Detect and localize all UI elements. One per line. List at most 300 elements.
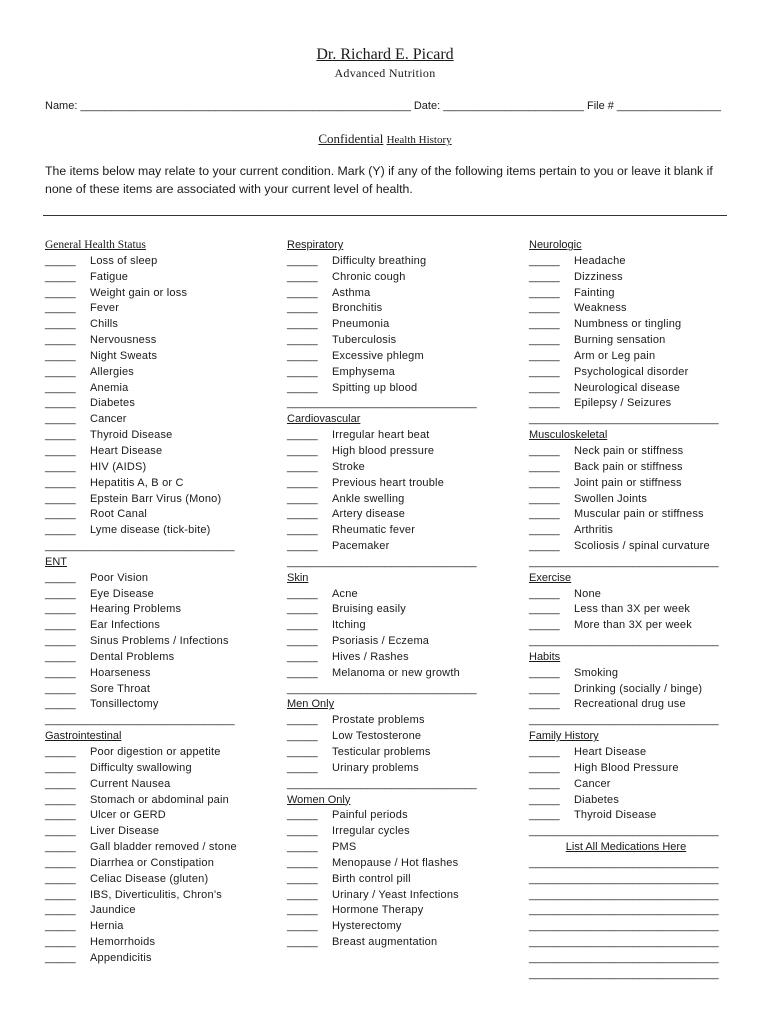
separator-line: [287, 396, 517, 412]
answer-blank[interactable]: _____: [529, 349, 560, 362]
checklist-item: [45, 507, 275, 523]
separator-line: [529, 967, 759, 983]
section-header-label: Musculoskeletal: [529, 429, 608, 442]
answer-blank[interactable]: _____: [529, 524, 560, 537]
answer-blank[interactable]: _____: [529, 540, 560, 553]
answer-blank[interactable]: _____: [287, 476, 318, 489]
checklist-item: [45, 602, 275, 618]
checklist-item: [45, 571, 275, 587]
answer-blank[interactable]: _____: [529, 381, 560, 394]
checklist-item-label: Joint pain or stiffness: [574, 476, 682, 489]
section-header: [529, 571, 759, 587]
writing-line[interactable]: _______________________________: [287, 777, 477, 790]
checklist-item-label: Irregular cycles: [332, 825, 410, 838]
answer-blank[interactable]: _____: [287, 841, 318, 854]
checklist-item: [287, 634, 517, 650]
writing-line[interactable]: _______________________________: [529, 904, 719, 917]
checklist-item: [287, 460, 517, 476]
checklist-item-label: Poor digestion or appetite: [90, 746, 221, 758]
answer-blank[interactable]: _____: [45, 318, 76, 331]
writing-line[interactable]: _______________________________: [529, 714, 719, 727]
answer-blank[interactable]: _____: [529, 587, 560, 600]
answer-blank[interactable]: _____: [529, 460, 560, 473]
checklist-item: [287, 888, 517, 904]
checklist-item: [287, 729, 517, 745]
section-header-label: Men Only: [287, 698, 335, 711]
separator-line: [529, 824, 759, 840]
answer-blank[interactable]: _____: [45, 460, 76, 473]
checklist-item-label: Birth control pill: [332, 872, 411, 885]
answer-blank[interactable]: _____: [287, 540, 318, 553]
checklist-item-label: Fatigue: [90, 270, 129, 283]
checklist-item-label: Appendicitis: [90, 951, 152, 964]
checklist-item-label: Eye Disease: [90, 587, 154, 600]
checklist-item: [529, 349, 759, 365]
checklist-item: [45, 349, 275, 365]
answer-blank[interactable]: _____: [529, 793, 560, 806]
answer-blank[interactable]: _____: [287, 365, 318, 378]
writing-line[interactable]: _______________________________: [45, 540, 235, 553]
checklist-item: [287, 476, 517, 492]
checklist-item: [45, 808, 275, 824]
section-header-label: Neurologic: [529, 239, 582, 251]
writing-line[interactable]: _______________________________: [529, 825, 719, 838]
checklist-item: [287, 872, 517, 888]
answer-blank[interactable]: _____: [287, 730, 318, 743]
answer-blank[interactable]: _____: [529, 270, 560, 283]
checklist-item-label: Artery disease: [332, 508, 406, 521]
answer-blank[interactable]: _____: [45, 825, 76, 838]
answer-blank[interactable]: _____: [45, 587, 76, 600]
column-left: [45, 238, 275, 967]
answer-blank[interactable]: _____: [45, 682, 76, 695]
answer-blank[interactable]: _____: [45, 429, 76, 442]
answer-blank[interactable]: _____: [529, 746, 560, 758]
checklist-item: [287, 602, 517, 618]
checklist-item: [45, 903, 275, 919]
separator-line: [529, 412, 759, 428]
answer-blank[interactable]: _____: [529, 476, 560, 489]
checklist-item-label: Hives / Rashes: [332, 650, 409, 663]
answer-blank[interactable]: _____: [529, 318, 560, 331]
section-header-label: Family History: [529, 730, 599, 743]
checklist-item-label: Spitting up blood: [332, 381, 418, 394]
checklist-item: [45, 697, 275, 713]
separator-line: [529, 872, 759, 888]
writing-line[interactable]: _______________________________: [529, 872, 719, 885]
section-heading-confidential: Confidential: [318, 131, 384, 146]
answer-blank[interactable]: _____: [45, 349, 76, 362]
answer-blank[interactable]: _____: [45, 476, 76, 489]
checklist-item: [45, 919, 275, 935]
checklist-item-label: Allergies: [90, 365, 134, 378]
answer-blank[interactable]: _____: [287, 650, 318, 663]
checklist-item: [529, 666, 759, 682]
writing-line[interactable]: _______________________________: [45, 714, 235, 727]
answer-blank[interactable]: _____: [287, 888, 318, 901]
checklist-item-label: Ankle swelling: [332, 492, 405, 505]
answer-blank[interactable]: _____: [287, 603, 318, 616]
separator-line: [529, 951, 759, 967]
answer-blank[interactable]: _____: [529, 302, 560, 315]
answer-blank[interactable]: _____: [287, 714, 318, 727]
checklist-item: [287, 539, 517, 555]
answer-blank[interactable]: _____: [529, 603, 560, 616]
answer-blank[interactable]: _____: [45, 444, 76, 457]
checklist-item-label: Neck pain or stiffness: [574, 444, 684, 457]
checklist-item: [529, 777, 759, 793]
section-heading-health-history: Health History: [386, 134, 452, 146]
answer-blank[interactable]: _____: [45, 904, 76, 917]
checklist-item: [45, 682, 275, 698]
checklist-item: [529, 761, 759, 777]
writing-line[interactable]: _______________________________: [287, 555, 477, 568]
checklist-item: [45, 650, 275, 666]
writing-line[interactable]: _______________________________: [529, 856, 719, 869]
checklist-item-label: Urinary problems: [332, 761, 419, 774]
checklist-item-label: None: [574, 587, 602, 600]
checklist-item-label: Excessive phlegm: [332, 349, 424, 362]
checklist-item: [45, 476, 275, 492]
checklist-item-label: Pneumonia: [332, 318, 390, 331]
answer-blank[interactable]: _____: [287, 904, 318, 917]
answer-blank[interactable]: _____: [45, 888, 76, 901]
section-header: [529, 729, 759, 745]
checklist-item: [529, 301, 759, 317]
answer-blank[interactable]: _____: [45, 856, 76, 869]
writing-line[interactable]: _______________________________: [529, 951, 719, 964]
answer-blank[interactable]: _____: [45, 635, 76, 648]
answer-blank[interactable]: _____: [529, 777, 560, 790]
checklist-item: [45, 587, 275, 603]
answer-blank[interactable]: _____: [287, 254, 318, 267]
checklist-item-label: Burning sensation: [574, 334, 666, 347]
answer-blank[interactable]: _____: [529, 492, 560, 505]
answer-blank[interactable]: _____: [529, 365, 560, 378]
checklist-item: [529, 523, 759, 539]
checklist-item-label: Drinking (socially / binge): [574, 682, 703, 695]
answer-blank[interactable]: _____: [529, 334, 560, 347]
answer-blank[interactable]: _____: [287, 508, 318, 521]
section-header-label: General Health Status: [45, 239, 146, 251]
section-header-label: List All Medications Here: [565, 841, 687, 854]
column-right: [529, 238, 759, 983]
checklist-item: [529, 602, 759, 618]
checklist-item-label: Prostate problems: [332, 714, 425, 727]
answer-blank[interactable]: _____: [45, 619, 76, 632]
answer-blank[interactable]: _____: [45, 650, 76, 663]
answer-blank[interactable]: _____: [287, 460, 318, 473]
checklist-item: [287, 808, 517, 824]
answer-blank[interactable]: _____: [45, 777, 76, 790]
intro-text: The items below may relate to your current condition. Mark (Y) if any of the following items pertain to you or leave it blank if none of these items are associated with your current level of health.: [45, 164, 713, 196]
writing-line[interactable]: _______________________________: [529, 635, 719, 648]
answer-blank[interactable]: _____: [287, 492, 318, 505]
section-header: [529, 238, 759, 254]
checklist-item-label: Fainting: [574, 286, 615, 299]
checklist-item-label: Arm or Leg pain: [574, 349, 656, 362]
checklist-item-label: Swollen Joints: [574, 492, 648, 505]
answer-blank[interactable]: _____: [287, 270, 318, 283]
checklist-item: [529, 317, 759, 333]
checklist-item-label: Emphysema: [332, 365, 395, 378]
answer-blank[interactable]: _____: [287, 872, 318, 885]
checklist-item: [45, 412, 275, 428]
checklist-item: [529, 333, 759, 349]
checklist-item: [529, 270, 759, 286]
answer-blank[interactable]: _____: [529, 666, 560, 679]
checklist-item: [529, 381, 759, 397]
checklist-item-label: Psoriasis / Eczema: [332, 635, 430, 648]
checklist-item: [45, 270, 275, 286]
answer-blank[interactable]: _____: [287, 381, 318, 394]
answer-blank[interactable]: _____: [45, 603, 76, 616]
checklist-item-label: Breast augmentation: [332, 936, 438, 949]
section-header: [529, 650, 759, 666]
checklist-item: [287, 444, 517, 460]
checklist-item: [45, 935, 275, 951]
writing-line[interactable]: _______________________________: [529, 967, 719, 980]
answer-blank[interactable]: _____: [45, 254, 76, 267]
checklist-item: [287, 824, 517, 840]
answer-blank[interactable]: _____: [287, 524, 318, 537]
checklist-item-label: Irregular heart beat: [332, 429, 430, 442]
answer-blank[interactable]: _____: [529, 809, 560, 822]
separator-line: [529, 919, 759, 935]
checklist-item: [287, 713, 517, 729]
checklist-item: [45, 492, 275, 508]
checklist-item: [45, 523, 275, 539]
answer-blank[interactable]: _____: [45, 746, 76, 758]
answer-blank[interactable]: _____: [45, 524, 76, 537]
answer-blank[interactable]: _____: [529, 761, 560, 774]
answer-blank[interactable]: _____: [45, 841, 76, 854]
answer-blank[interactable]: _____: [287, 920, 318, 933]
checklist-item: [45, 761, 275, 777]
checklist-item: [287, 856, 517, 872]
checklist-item-label: Loss of sleep: [90, 254, 158, 267]
checklist-item-label: Bronchitis: [332, 302, 383, 315]
checklist-item-label: Lyme disease (tick-bite): [90, 524, 211, 537]
separator-line: [529, 713, 759, 729]
answer-blank[interactable]: _____: [287, 666, 318, 679]
checklist-item-label: Cancer: [574, 777, 611, 790]
separator-line: [287, 555, 517, 571]
checklist-item: [529, 808, 759, 824]
checklist-item-label: Back pain or stiffness: [574, 460, 683, 473]
checklist-item: [529, 396, 759, 412]
answer-blank[interactable]: _____: [287, 429, 318, 442]
answer-blank[interactable]: _____: [45, 936, 76, 949]
answer-blank[interactable]: _____: [287, 302, 318, 315]
checklist-item: [45, 444, 275, 460]
answer-blank[interactable]: _____: [45, 270, 76, 283]
checklist-item: [287, 761, 517, 777]
separator-line: [287, 682, 517, 698]
answer-blank[interactable]: _____: [45, 508, 76, 521]
checklist-item: [45, 666, 275, 682]
writing-line[interactable]: _______________________________: [287, 397, 477, 410]
checklist-item-label: Thyroid Disease: [90, 429, 173, 442]
checklist-item-label: Diarrhea or Constipation: [90, 856, 215, 869]
checklist-item: [287, 618, 517, 634]
answer-blank[interactable]: _____: [529, 286, 560, 299]
checklist-item-label: Dizziness: [574, 270, 623, 283]
answer-blank[interactable]: _____: [45, 872, 76, 885]
section-header: [287, 697, 517, 713]
checklist-item-label: Hearing Problems: [90, 603, 182, 616]
checklist-item-label: Urinary / Yeast Infections: [332, 888, 459, 901]
checklist-item: [287, 286, 517, 302]
checklist-item: [287, 745, 517, 761]
answer-blank[interactable]: _____: [287, 349, 318, 362]
answer-blank[interactable]: _____: [529, 619, 560, 632]
checklist-item-label: Painful periods: [332, 809, 408, 822]
writing-line[interactable]: _______________________________: [529, 936, 719, 949]
answer-blank[interactable]: _____: [45, 492, 76, 505]
writing-line[interactable]: _______________________________: [529, 888, 719, 901]
checklist-item-label: HIV (AIDS): [90, 460, 147, 473]
doc-subtitle: Advanced Nutrition: [334, 66, 436, 80]
answer-blank[interactable]: _____: [529, 698, 560, 711]
checklist-item: [45, 777, 275, 793]
checklist-item-label: Heart Disease: [90, 444, 163, 457]
answer-blank[interactable]: _____: [287, 587, 318, 600]
checklist-item: [529, 492, 759, 508]
answer-blank[interactable]: _____: [287, 825, 318, 838]
section-header: [529, 840, 759, 856]
checklist-item-label: Stroke: [332, 460, 365, 473]
answer-blank[interactable]: _____: [287, 334, 318, 347]
answer-blank[interactable]: _____: [287, 761, 318, 774]
checklist-item-label: Heart Disease: [574, 746, 647, 758]
checklist-item: [529, 507, 759, 523]
checklist-item-label: Hemorrhoids: [90, 936, 156, 949]
answer-blank[interactable]: _____: [287, 444, 318, 457]
checklist-item-label: Root Canal: [90, 508, 148, 521]
checklist-item: [529, 697, 759, 713]
checklist-item-label: Chronic cough: [332, 270, 406, 283]
answer-blank[interactable]: _____: [45, 809, 76, 822]
checklist-item-label: Tonsillectomy: [90, 698, 159, 711]
answer-blank[interactable]: _____: [45, 761, 76, 774]
checklist-item-label: Neurological disease: [574, 381, 681, 394]
checklist-item: [45, 428, 275, 444]
checklist-item-label: Less than 3X per week: [574, 603, 691, 616]
section-header-label: Gastrointestinal: [45, 730, 122, 743]
answer-blank[interactable]: _____: [287, 619, 318, 632]
checklist-item-label: Hormone Therapy: [332, 904, 424, 917]
checklist-item: [287, 301, 517, 317]
checklist-item-label: Previous heart trouble: [332, 476, 445, 489]
checklist-item: [287, 903, 517, 919]
writing-line[interactable]: _______________________________: [529, 920, 719, 933]
section-header: [287, 238, 517, 254]
separator-line: [529, 856, 759, 872]
answer-blank[interactable]: _____: [529, 444, 560, 457]
checklist-item-label: Epstein Barr Virus (Mono): [90, 492, 222, 505]
checklist-item: [45, 333, 275, 349]
separator-line: [529, 935, 759, 951]
writing-line[interactable]: _______________________________: [529, 555, 719, 568]
checklist-item-label: Anemia: [90, 381, 129, 394]
writing-line[interactable]: _______________________________: [287, 682, 477, 695]
answer-blank[interactable]: _____: [287, 809, 318, 822]
patient-info-line[interactable]: Name: ______________________________________________________ Date: _______________________ File # _________________: [45, 100, 721, 112]
section-heading: [0, 131, 770, 147]
checklist-item-label: Acne: [332, 587, 358, 600]
answer-blank[interactable]: _____: [45, 793, 76, 806]
answer-blank[interactable]: _____: [45, 397, 76, 410]
answer-blank[interactable]: _____: [529, 682, 560, 695]
checklist-item-label: Epilepsy / Seizures: [574, 397, 672, 410]
checklist-item-label: Celiac Disease (gluten): [90, 872, 209, 885]
answer-blank[interactable]: _____: [287, 635, 318, 648]
checklist-item: [45, 793, 275, 809]
checklist-item-label: Diabetes: [574, 793, 620, 806]
checklist-item: [287, 492, 517, 508]
answer-blank[interactable]: _____: [45, 951, 76, 964]
checklist-item: [287, 666, 517, 682]
checklist-item-label: Weakness: [574, 302, 627, 315]
answer-blank[interactable]: _____: [45, 413, 76, 426]
answer-blank[interactable]: _____: [45, 698, 76, 711]
checklist-item-label: Hepatitis A, B or C: [90, 476, 184, 489]
checklist-item-label: Low Testosterone: [332, 730, 422, 743]
section-header: [45, 238, 275, 254]
answer-blank[interactable]: _____: [45, 571, 76, 584]
checklist-item: [45, 856, 275, 872]
answer-blank[interactable]: _____: [45, 920, 76, 933]
answer-blank[interactable]: _____: [45, 666, 76, 679]
answer-blank[interactable]: _____: [529, 397, 560, 410]
answer-blank[interactable]: _____: [45, 334, 76, 347]
answer-blank[interactable]: _____: [529, 254, 560, 267]
checklist-item-label: Testicular problems: [332, 746, 431, 758]
checklist-item-label: Diabetes: [90, 397, 136, 410]
answer-blank[interactable]: _____: [45, 286, 76, 299]
answer-blank[interactable]: _____: [287, 286, 318, 299]
checklist-item-label: Sore Throat: [90, 682, 151, 695]
checklist-item: [287, 428, 517, 444]
writing-line[interactable]: _______________________________: [529, 413, 719, 426]
answer-blank[interactable]: _____: [287, 936, 318, 949]
separator-line: [287, 777, 517, 793]
section-header-label: Skin: [287, 571, 309, 584]
checklist-item: [287, 523, 517, 539]
checklist-item-label: Night Sweats: [90, 349, 158, 362]
answer-blank[interactable]: _____: [529, 508, 560, 521]
answer-blank[interactable]: _____: [287, 318, 318, 331]
checklist-item: [529, 444, 759, 460]
checklist-item-label: Recreational drug use: [574, 698, 686, 711]
checklist-item-label: IBS, Diverticulitis, Chron’s: [90, 888, 222, 901]
answer-blank[interactable]: _____: [287, 856, 318, 869]
separator-line: [45, 713, 275, 729]
answer-blank[interactable]: _____: [45, 302, 76, 315]
answer-blank[interactable]: _____: [45, 381, 76, 394]
checklist-item: [287, 270, 517, 286]
answer-blank[interactable]: _____: [287, 746, 318, 758]
checklist-item: [45, 840, 275, 856]
checklist-item-label: Stomach or abdominal pain: [90, 793, 229, 806]
checklist-item: [45, 745, 275, 761]
checklist-item: [45, 634, 275, 650]
section-header: [529, 428, 759, 444]
answer-blank[interactable]: _____: [45, 365, 76, 378]
checklist-item: [287, 587, 517, 603]
section-header-label: Cardiovascular: [287, 413, 361, 426]
